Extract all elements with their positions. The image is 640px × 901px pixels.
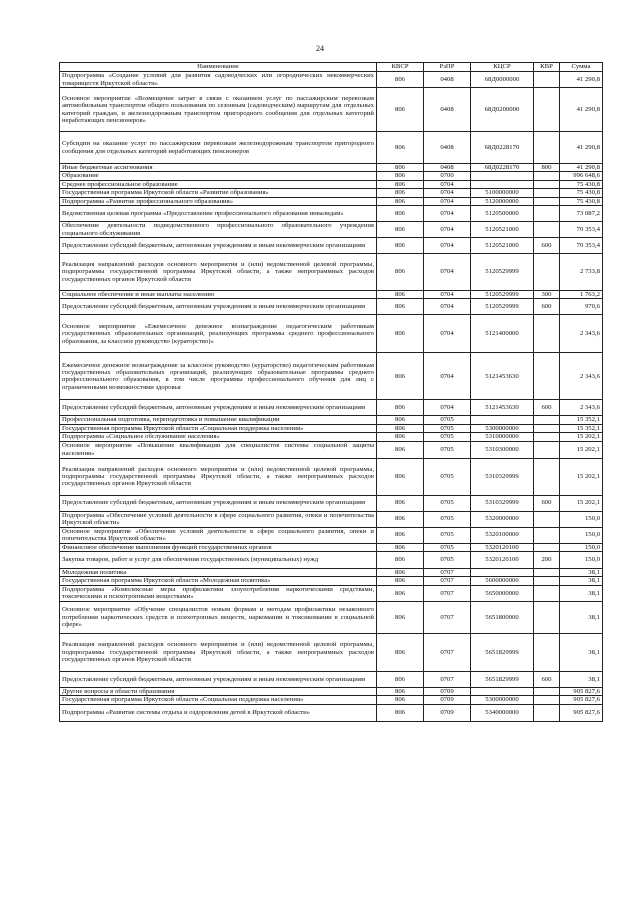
cell-kvsr: 806	[377, 633, 424, 671]
cell-kvsr: 806	[377, 585, 424, 601]
cell-kvr	[534, 222, 560, 238]
cell-kcsr: 68Д0228170	[471, 164, 534, 172]
cell-kvsr: 806	[377, 601, 424, 633]
header-kvr: КВР	[534, 63, 560, 72]
page-number: 24	[316, 44, 324, 53]
cell-rzpr: 0705	[424, 543, 471, 551]
cell-rzpr: 0707	[424, 577, 471, 585]
cell-name: Предоставление субсидий бюджетным, автономным учреждениям и иным некоммерческим организациям	[60, 238, 377, 254]
cell-kvsr: 806	[377, 206, 424, 222]
cell-name: Обеспечение деятельности подведомственного профессионального образовательного учреждения социального обслуживания	[60, 222, 377, 238]
cell-kvsr: 806	[377, 254, 424, 291]
cell-kvsr: 806	[377, 400, 424, 416]
cell-name: Предоставление субсидий бюджетным, автономным учреждениям и иным некоммерческим организациям	[60, 671, 377, 687]
cell-kcsr: 5120521000	[471, 222, 534, 238]
table-row	[60, 72, 603, 88]
cell-kvr	[534, 353, 560, 400]
cell-rzpr: 0707	[424, 671, 471, 687]
table-row	[60, 424, 603, 432]
cell-kvr	[534, 633, 560, 671]
cell-kcsr: 5320000000	[471, 511, 534, 527]
cell-sum: 15 202,1	[560, 458, 603, 495]
cell-sum: 38,1	[560, 577, 603, 585]
cell-kcsr: 5320120100	[471, 552, 534, 569]
cell-rzpr: 0705	[424, 416, 471, 424]
cell-name: Ведомственная целевая программа «Предоставление профессионального образования инвалидам»	[60, 206, 377, 222]
table-row	[60, 569, 603, 577]
table-row	[60, 315, 603, 353]
cell-kvr: 600	[534, 299, 560, 315]
cell-kcsr: 5300000000	[471, 696, 534, 704]
cell-name: Подпрограмма «Развитие профессионального образования»	[60, 197, 377, 205]
table-row	[60, 189, 603, 197]
cell-kcsr: 5600000000	[471, 577, 534, 585]
cell-kcsr: 5320100000	[471, 527, 534, 543]
cell-rzpr: 0709	[424, 687, 471, 695]
cell-rzpr: 0709	[424, 696, 471, 704]
cell-rzpr: 0700	[424, 172, 471, 180]
table-body	[60, 72, 603, 722]
cell-kvr: 200	[534, 552, 560, 569]
cell-kvr: 600	[534, 495, 560, 511]
cell-kcsr: 5650000000	[471, 585, 534, 601]
table-row	[60, 299, 603, 315]
cell-kcsr: 5120529999	[471, 254, 534, 291]
cell-rzpr: 0707	[424, 585, 471, 601]
cell-sum: 1 763,2	[560, 291, 603, 299]
cell-name: Подпрограмма «Комплексные меры профилактики злоупотребления наркотическими средствами, токсическими и психотропными веществами»	[60, 585, 377, 601]
table-row	[60, 353, 603, 400]
cell-kcsr: 5120521000	[471, 238, 534, 254]
cell-kvr	[534, 687, 560, 695]
table-row	[60, 172, 603, 180]
cell-sum: 38,1	[560, 585, 603, 601]
cell-sum: 15 202,1	[560, 441, 603, 458]
cell-name: Образование	[60, 172, 377, 180]
cell-kvr	[534, 315, 560, 353]
table-row	[60, 527, 603, 543]
cell-name: Подпрограмма «Социальное обслуживание населения»	[60, 433, 377, 441]
cell-kvsr: 806	[377, 416, 424, 424]
cell-sum: 38,1	[560, 601, 603, 633]
cell-sum: 150,0	[560, 552, 603, 569]
cell-name: Реализация направлений расходов основного мероприятия и (или) ведомственной целевой программы, подпрограммы государственной программы Иркутской области, а также непрограммных расходов государственных органов Иркутской области	[60, 633, 377, 671]
table-row	[60, 543, 603, 551]
cell-sum: 150,0	[560, 511, 603, 527]
cell-rzpr: 0704	[424, 299, 471, 315]
header-kcsr: КЦСР	[471, 63, 534, 72]
table-row	[60, 254, 603, 291]
cell-name: Иные бюджетные ассигнования	[60, 164, 377, 172]
cell-kvsr: 806	[377, 424, 424, 432]
cell-sum: 38,1	[560, 671, 603, 687]
cell-rzpr: 0705	[424, 458, 471, 495]
cell-kvsr: 806	[377, 222, 424, 238]
cell-kcsr	[471, 687, 534, 695]
table-row	[60, 164, 603, 172]
cell-rzpr: 0705	[424, 511, 471, 527]
cell-kcsr	[471, 180, 534, 188]
table-row	[60, 671, 603, 687]
cell-kvsr: 806	[377, 315, 424, 353]
cell-kcsr: 68Д0200000	[471, 88, 534, 132]
cell-kcsr	[471, 569, 534, 577]
cell-kcsr: 5651829999	[471, 633, 534, 671]
cell-kvsr: 806	[377, 172, 424, 180]
table-row	[60, 222, 603, 238]
cell-kvsr: 806	[377, 197, 424, 205]
cell-rzpr: 0707	[424, 601, 471, 633]
cell-rzpr: 0704	[424, 400, 471, 416]
cell-kvsr: 806	[377, 72, 424, 88]
cell-name: Финансовое обеспечение выполнения функций государственных органов	[60, 543, 377, 551]
cell-kcsr: 5120529999	[471, 299, 534, 315]
cell-rzpr: 0705	[424, 433, 471, 441]
cell-kcsr	[471, 416, 534, 424]
cell-sum: 38,1	[560, 569, 603, 577]
cell-kvr	[534, 458, 560, 495]
cell-rzpr: 0705	[424, 495, 471, 511]
cell-kvr	[534, 254, 560, 291]
table-row	[60, 180, 603, 188]
cell-sum: 75 430,8	[560, 180, 603, 188]
cell-kcsr: 5320120100	[471, 543, 534, 551]
cell-sum: 41 290,8	[560, 132, 603, 164]
cell-sum: 38,1	[560, 633, 603, 671]
cell-kvsr: 806	[377, 687, 424, 695]
table-row	[60, 197, 603, 205]
table-row	[60, 585, 603, 601]
cell-rzpr: 0709	[424, 704, 471, 721]
cell-kvsr: 806	[377, 696, 424, 704]
cell-kcsr: 5310000000	[471, 433, 534, 441]
cell-kcsr: 5120000000	[471, 197, 534, 205]
cell-kvsr: 806	[377, 299, 424, 315]
cell-kcsr: 68Д0228170	[471, 132, 534, 164]
table-row	[60, 511, 603, 527]
cell-name: Ежемесячное денежное вознаграждение за классное руководство (кураторство) педагогическим работникам государственных образовательных организаций, реализующих образовательные программы среднего профессионального образования, в том числе программы профессионального обучения для лиц с ограниченными возможностями здоровья	[60, 353, 377, 400]
cell-sum: 41 290,8	[560, 72, 603, 88]
cell-rzpr: 0705	[424, 441, 471, 458]
cell-kcsr: 5310329999	[471, 495, 534, 511]
cell-rzpr: 0704	[424, 189, 471, 197]
table-row	[60, 88, 603, 132]
cell-kvr	[534, 585, 560, 601]
cell-sum: 15 202,1	[560, 433, 603, 441]
cell-sum: 970,6	[560, 299, 603, 315]
cell-kvsr: 806	[377, 527, 424, 543]
cell-kvsr: 806	[377, 353, 424, 400]
cell-kcsr: 5300000000	[471, 424, 534, 432]
cell-rzpr: 0704	[424, 254, 471, 291]
cell-sum: 2 343,6	[560, 315, 603, 353]
cell-kcsr: 5121453630	[471, 353, 534, 400]
cell-sum: 905 827,6	[560, 704, 603, 721]
cell-kvsr: 806	[377, 238, 424, 254]
table-row	[60, 238, 603, 254]
table-row	[60, 552, 603, 569]
cell-kvsr: 806	[377, 704, 424, 721]
cell-rzpr: 0705	[424, 552, 471, 569]
cell-kvr	[534, 696, 560, 704]
cell-kvr	[534, 569, 560, 577]
cell-kvsr: 806	[377, 291, 424, 299]
cell-sum: 75 430,8	[560, 189, 603, 197]
cell-kcsr: 5310300000	[471, 441, 534, 458]
cell-sum: 905 827,6	[560, 687, 603, 695]
cell-rzpr: 0705	[424, 527, 471, 543]
cell-kcsr	[471, 172, 534, 180]
cell-kcsr: 5120529999	[471, 291, 534, 299]
cell-name: Предоставление субсидий бюджетным, автономным учреждениям и иным некоммерческим организациям	[60, 495, 377, 511]
cell-rzpr: 0408	[424, 88, 471, 132]
header-kvsr: КВСР	[377, 63, 424, 72]
cell-name: Подпрограмма «Создание условий для развития садоводческих или огороднических некоммерческих товариществ Иркутской области»	[60, 72, 377, 88]
cell-name: Предоставление субсидий бюджетным, автономным учреждениям и иным некоммерческим организациям	[60, 299, 377, 315]
cell-kvsr: 806	[377, 495, 424, 511]
cell-sum: 150,0	[560, 527, 603, 543]
cell-name: Государственная программа Иркутской области «Развитие образования»	[60, 189, 377, 197]
cell-kvsr: 806	[377, 577, 424, 585]
cell-sum: 41 290,8	[560, 88, 603, 132]
cell-sum: 996 648,6	[560, 172, 603, 180]
cell-rzpr: 0707	[424, 569, 471, 577]
cell-kcsr: 5651829999	[471, 671, 534, 687]
cell-name: Подпрограмма «Развитие системы отдыха и оздоровления детей в Иркутской области»	[60, 704, 377, 721]
cell-kvsr: 806	[377, 552, 424, 569]
cell-kvr	[534, 601, 560, 633]
cell-kvsr: 806	[377, 569, 424, 577]
cell-rzpr: 0704	[424, 291, 471, 299]
cell-rzpr: 0704	[424, 180, 471, 188]
cell-name: Другие вопросы в области образования	[60, 687, 377, 695]
cell-name: Субсидии на оказание услуг по пассажирским перевозкам железнодорожным транспортом пригородного сообщения для отдельных категорий неработающих пенсионеров	[60, 132, 377, 164]
table-row	[60, 132, 603, 164]
cell-name: Государственная программа Иркутской области «Социальная поддержка населения»	[60, 424, 377, 432]
cell-rzpr: 0704	[424, 315, 471, 353]
cell-kcsr: 5121400000	[471, 315, 534, 353]
cell-kvsr: 806	[377, 511, 424, 527]
cell-rzpr: 0704	[424, 353, 471, 400]
cell-sum: 75 430,8	[560, 197, 603, 205]
cell-sum: 2 733,8	[560, 254, 603, 291]
table-row	[60, 458, 603, 495]
cell-kvr: 300	[534, 291, 560, 299]
cell-name: Основное мероприятие «Повышение квалификации для специалистов системы социальной защиты населения»	[60, 441, 377, 458]
cell-name: Реализация направлений расходов основного мероприятия и (или) ведомственной целевой программы, подпрограммы государственной программы Иркутской области, а также непрограммных расходов государственных органов Иркутской области	[60, 458, 377, 495]
cell-kvr	[534, 197, 560, 205]
cell-rzpr: 0707	[424, 633, 471, 671]
cell-kvr	[534, 527, 560, 543]
cell-rzpr: 0704	[424, 197, 471, 205]
cell-sum: 70 353,4	[560, 238, 603, 254]
cell-sum: 70 353,4	[560, 222, 603, 238]
table-row	[60, 206, 603, 222]
cell-rzpr: 0408	[424, 72, 471, 88]
header-sum: Сумма	[560, 63, 603, 72]
cell-sum: 41 290,8	[560, 164, 603, 172]
cell-kcsr: 5651800000	[471, 601, 534, 633]
budget-table	[59, 62, 603, 722]
cell-rzpr: 0408	[424, 164, 471, 172]
cell-kvr	[534, 511, 560, 527]
cell-kvr	[534, 416, 560, 424]
cell-sum: 150,0	[560, 543, 603, 551]
table-row	[60, 704, 603, 721]
cell-kvsr: 806	[377, 458, 424, 495]
cell-kvr	[534, 704, 560, 721]
cell-name: Закупка товаров, работ и услуг для обеспечения государственных (муниципальных) нужд	[60, 552, 377, 569]
table-row	[60, 291, 603, 299]
cell-kvsr: 806	[377, 433, 424, 441]
cell-kvr: 600	[534, 671, 560, 687]
cell-name: Основное мероприятие «Возмещение затрат в связи с оказанием услуг по пассажирским перевозкам автомобильным транспортом общего пользования по сезонным (садоводческим) маршрутам для отдельных категорий граждан, и железнодорожным транспортом пригородного сообщения для отдельных категорий неработающих пенсионеров»	[60, 88, 377, 132]
cell-kvr	[534, 424, 560, 432]
cell-name: Реализация направлений расходов основного мероприятия и (или) ведомственной целевой программы, подпрограммы государственной программы Иркутской области, а также непрограммных расходов государственных органов Иркутской области	[60, 254, 377, 291]
cell-kvsr: 806	[377, 441, 424, 458]
cell-kvr	[534, 577, 560, 585]
cell-name: Государственная программа Иркутской области «Молодежная политика»	[60, 577, 377, 585]
cell-kvr	[534, 132, 560, 164]
cell-kvsr: 806	[377, 543, 424, 551]
table-row	[60, 441, 603, 458]
cell-kcsr: 5121453630	[471, 400, 534, 416]
cell-sum: 73 087,2	[560, 206, 603, 222]
cell-name: Социальное обеспечение и иные выплаты населению	[60, 291, 377, 299]
table-row	[60, 495, 603, 511]
cell-name: Основное мероприятие «Ежемесячное денежное вознаграждение педагогическим работникам государственных образовательных организаций, реализующих программы среднего профессионального образования, за классное руководство (кураторство)»	[60, 315, 377, 353]
header-name: Наименование	[60, 63, 377, 72]
cell-name: Основное мероприятие «Обучение специалистов новым формам и методам профилактики незаконного потребления наркотических средств и психотропных веществ, наркомании и токсикомании в социальной сфере»	[60, 601, 377, 633]
cell-kvr	[534, 206, 560, 222]
cell-sum: 2 343,6	[560, 400, 603, 416]
cell-kvsr: 806	[377, 180, 424, 188]
cell-rzpr: 0704	[424, 206, 471, 222]
cell-name: Предоставление субсидий бюджетным, автономным учреждениям и иным некоммерческим организациям	[60, 400, 377, 416]
table-row	[60, 433, 603, 441]
cell-kvr	[534, 433, 560, 441]
header-rzpr: РзПР	[424, 63, 471, 72]
cell-kvr	[534, 72, 560, 88]
cell-kcsr: 5340000000	[471, 704, 534, 721]
cell-rzpr: 0705	[424, 424, 471, 432]
cell-sum: 15 352,1	[560, 416, 603, 424]
table-row	[60, 400, 603, 416]
cell-sum: 15 352,1	[560, 424, 603, 432]
cell-name: Молодежная политика	[60, 569, 377, 577]
table-row	[60, 633, 603, 671]
cell-kcsr: 68Д0000000	[471, 72, 534, 88]
cell-name: Среднее профессиональное образование	[60, 180, 377, 188]
cell-kvr: 600	[534, 238, 560, 254]
cell-rzpr: 0408	[424, 132, 471, 164]
cell-name: Государственная программа Иркутской области «Социальная поддержка населения»	[60, 696, 377, 704]
cell-kvr	[534, 172, 560, 180]
cell-name: Подпрограмма «Обеспечение условий деятельности в сфере социального развития, опеки и попечительства Иркутской области»	[60, 511, 377, 527]
cell-rzpr: 0704	[424, 238, 471, 254]
cell-kvsr: 806	[377, 164, 424, 172]
cell-kvr	[534, 543, 560, 551]
cell-sum: 15 202,1	[560, 495, 603, 511]
table-row	[60, 601, 603, 633]
cell-rzpr: 0704	[424, 222, 471, 238]
table-row	[60, 577, 603, 585]
cell-sum: 2 343,6	[560, 353, 603, 400]
cell-kvr: 800	[534, 164, 560, 172]
cell-kcsr: 5310329999	[471, 458, 534, 495]
cell-kcsr: 5100000000	[471, 189, 534, 197]
table-row	[60, 416, 603, 424]
table-header-row	[60, 63, 603, 72]
cell-kvr	[534, 88, 560, 132]
cell-kvsr: 806	[377, 671, 424, 687]
cell-sum: 905 827,6	[560, 696, 603, 704]
cell-kvr	[534, 189, 560, 197]
cell-kvsr: 806	[377, 189, 424, 197]
cell-kvr: 600	[534, 400, 560, 416]
cell-name: Профессиональная подготовка, переподготовка и повышение квалификации	[60, 416, 377, 424]
cell-kcsr: 5120500000	[471, 206, 534, 222]
table-row	[60, 687, 603, 695]
cell-name: Основное мероприятие «Обеспечение условий деятельности в сфере социального развития, опеки и попечительства Иркутской области»	[60, 527, 377, 543]
cell-kvsr: 806	[377, 132, 424, 164]
cell-kvsr: 806	[377, 88, 424, 132]
cell-kvr	[534, 180, 560, 188]
table-row	[60, 696, 603, 704]
cell-kvr	[534, 441, 560, 458]
